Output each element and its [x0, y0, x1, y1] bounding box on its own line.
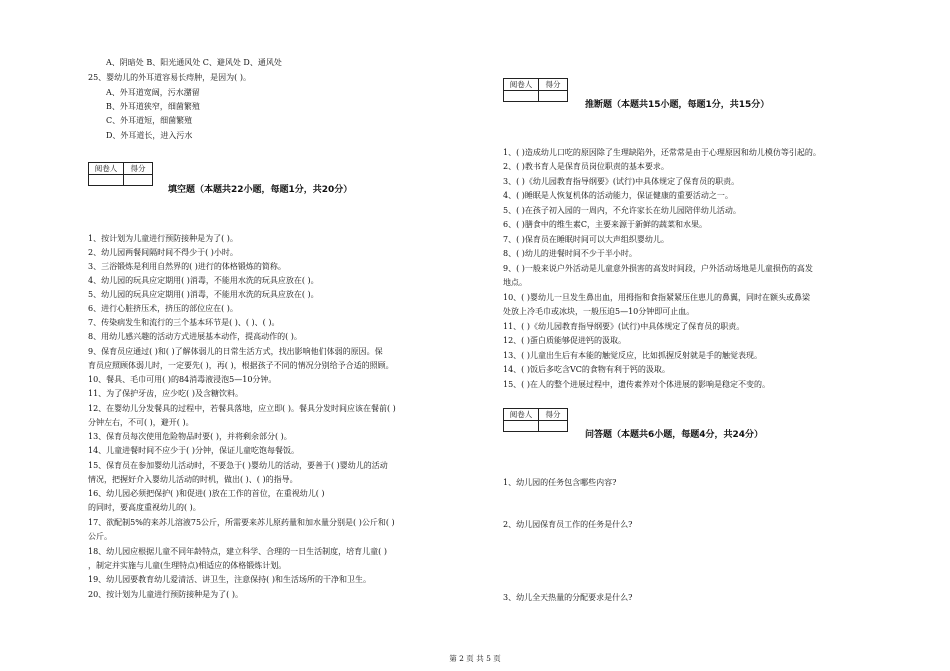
score-cell	[539, 91, 568, 102]
list-item: 处放上冷毛巾或冰块，一般压迫5—10分钟即可止血。	[503, 307, 695, 316]
score-label: 得分	[539, 79, 568, 91]
list-item: 9、保育员应通过( )和( )了解体弱儿的日常生活方式，找出影响他们体弱的原因。保	[88, 347, 383, 356]
score-cell	[539, 421, 568, 432]
q25-stem: 25、婴幼儿的外耳道容易长痔肿，是因为( )。	[88, 73, 251, 82]
list-item: 10、( )婴幼儿一旦发生鼻出血，用拇指和食指紧紧压住患儿的鼻翼，同时在额头或鼻梁	[503, 293, 810, 302]
list-item: 9、( )一般来说户外活动是儿童意外损害的高发时间段，户外活动场地是儿童损伤的高发	[503, 264, 813, 273]
list-item: 1、( )造成幼儿口吃的原因除了生理缺陷外，还常常是由于心理原因和幼儿模仿等引起的。	[503, 148, 821, 157]
score-cell	[124, 175, 153, 186]
list-item: 7、传染病发生和流行的三个基本环节是( )、( )、( )。	[88, 318, 280, 327]
list-item: 4、幼儿园的玩具应定期用( )消毒，不能用水洗的玩具应放在( )。	[88, 276, 319, 285]
grader-label: 阅卷人	[89, 163, 124, 175]
list-item: 3、三浴锻炼是利用自然界的( )进行的体格锻炼的简称。	[88, 262, 286, 271]
list-item: 13、保育员每次使用危险物品时要( )，并将剩余部分( )。	[88, 432, 292, 441]
grader-label: 阅卷人	[504, 79, 539, 91]
q25-option-d: D、外耳道长，进入污水	[106, 131, 193, 140]
list-item: 11、为了保护牙齿，应少吃( )及含糖饮料。	[88, 389, 243, 398]
list-item: 14、( )饭后多吃含VC的食物有利于钙的汲取。	[503, 365, 670, 374]
list-item: 1、幼儿园的任务包含哪些内容?	[503, 478, 617, 487]
section-title-qa: 问答题（本题共6小题，每题4分，共24分）	[585, 430, 764, 440]
score-box-fill	[88, 162, 153, 186]
score-box-judge	[503, 78, 568, 102]
list-item: ，制定并实施与儿童(生理特点)相适应的体格锻炼计划。	[88, 561, 287, 570]
list-item: 3、幼儿全天热量的分配要求是什么?	[503, 593, 633, 602]
list-item: 17、欲配制5%的来苏儿溶液75公斤，所需要来苏儿原药量和加水量分别是( )公斤和( )	[88, 518, 395, 527]
grader-cell	[504, 91, 539, 102]
list-item: 20、按计划为儿童进行预防接种是为了( )。	[88, 590, 243, 599]
page-footer: 第 2 页 共 5 页	[449, 654, 501, 663]
grader-label: 阅卷人	[504, 409, 539, 421]
list-item: 5、( )在孩子初入园的一周内，不允许家长在幼儿园陪伴幼儿活动。	[503, 206, 741, 215]
list-item: 6、进行心脏挤压术，挤压的部位应在( )。	[88, 304, 238, 313]
list-item: 的同时，要高度重视幼儿的( )。	[88, 503, 201, 512]
score-label: 得分	[124, 163, 153, 175]
list-item: 情况，把握好介入婴幼儿活动的时机，做出( )、( )的指导。	[88, 475, 298, 484]
list-item: 15、( )在人的整个进展过程中，遗传素养对个体进展的影响是稳定不变的。	[503, 380, 770, 389]
list-item: 7、( )保育员在睡眠时间可以大声组织婴幼儿。	[503, 235, 669, 244]
list-item: 10、餐具、毛巾可用( )的84消毒液浸泡5—10分钟。	[88, 375, 277, 384]
list-item: 14、儿童进餐时间不应少于( )分钟，保证儿童吃饱每餐饭。	[88, 446, 299, 455]
list-item: 13、( )儿童出生后有本能的触觉反应，比如抓握反射就是手的触觉表现。	[503, 351, 762, 360]
grader-cell	[504, 421, 539, 432]
list-item: 1、按计划为儿童进行预防接种是为了( )。	[88, 234, 238, 243]
list-item: 2、幼儿园保育员工作的任务是什么?	[503, 520, 633, 529]
list-item: 公斤。	[88, 532, 112, 541]
grader-cell	[89, 175, 124, 186]
list-item: 8、用幼儿感兴趣的活动方式进展基本动作，提高动作的( )。	[88, 332, 302, 341]
score-box-qa	[503, 408, 568, 432]
list-item: 15、保育员在参加婴幼儿活动时，不要急于( )婴幼儿的活动，要善于( )婴幼儿的活动	[88, 461, 388, 470]
list-item: 育员应照顾体弱儿时，一定要先( )，再( )，根据孩子不同的情况分别给予合适的照顾。	[88, 361, 394, 370]
list-item: 18、幼儿园应根据儿童不同年龄特点，建立科学、合理的一日生活制度，培育儿童( )	[88, 547, 387, 556]
list-item: 4、( )睡眠是人恢复机体的活动能力，保证健康的重要活动之一。	[503, 191, 733, 200]
list-item: 12、在婴幼儿分发餐具的过程中，若餐具落地，应立即( )。餐具分发时间应该在餐前( )	[88, 404, 396, 413]
list-item: 6、( )膳食中的维生素C，主要来源于新鲜的蔬菜和水果。	[503, 220, 707, 229]
list-item: 11、( )《幼儿园教育指导纲要》(试行)中具体规定了保育员的职责。	[503, 322, 745, 331]
section-title-fill: 填空题（本题共22小题，每题1分，共20分）	[168, 185, 353, 195]
list-item: 2、幼儿园两餐间隔时间不得少于( )小时。	[88, 248, 238, 257]
q25-option-a: A、外耳道宽阔，污水潴留	[106, 88, 200, 97]
list-item: 5、幼儿园的玩具应定期用( )消毒，不能用水洗的玩具应放在( )。	[88, 290, 319, 299]
q24-options: A、阴暗处 B、阳光通风处 C、避风处 D、通风处	[106, 58, 282, 67]
list-item: 12、( )蛋白质能够促进钙的汲取。	[503, 336, 626, 345]
score-label: 得分	[539, 409, 568, 421]
list-item: 8、( )幼儿的进餐时间不少于半小时。	[503, 249, 637, 258]
section-title-judge: 推断题（本题共15小题，每题1分，共15分）	[585, 100, 770, 110]
q25-option-b: B、外耳道狭窄，细菌繁殖	[106, 102, 200, 111]
list-item: 地点。	[503, 278, 527, 287]
list-item: 3、( )《幼儿园教育指导纲要》(试行)中具体规定了保育员的职责。	[503, 177, 740, 186]
list-item: 16、幼儿园必须把保护( )和促进( )放在工作的首位，在重视幼儿( )	[88, 489, 325, 498]
q25-option-c: C、外耳道短，细菌繁殖	[106, 116, 193, 125]
list-item: 2、( )教书育人是保育员岗位职责的基本要求。	[503, 162, 669, 171]
list-item: 分钟左右，不可( )，避开( )。	[88, 418, 194, 427]
list-item: 19、幼儿园要教育幼儿爱清活、讲卫生，注意保持( )和生活场所的干净和卫生。	[88, 575, 371, 584]
